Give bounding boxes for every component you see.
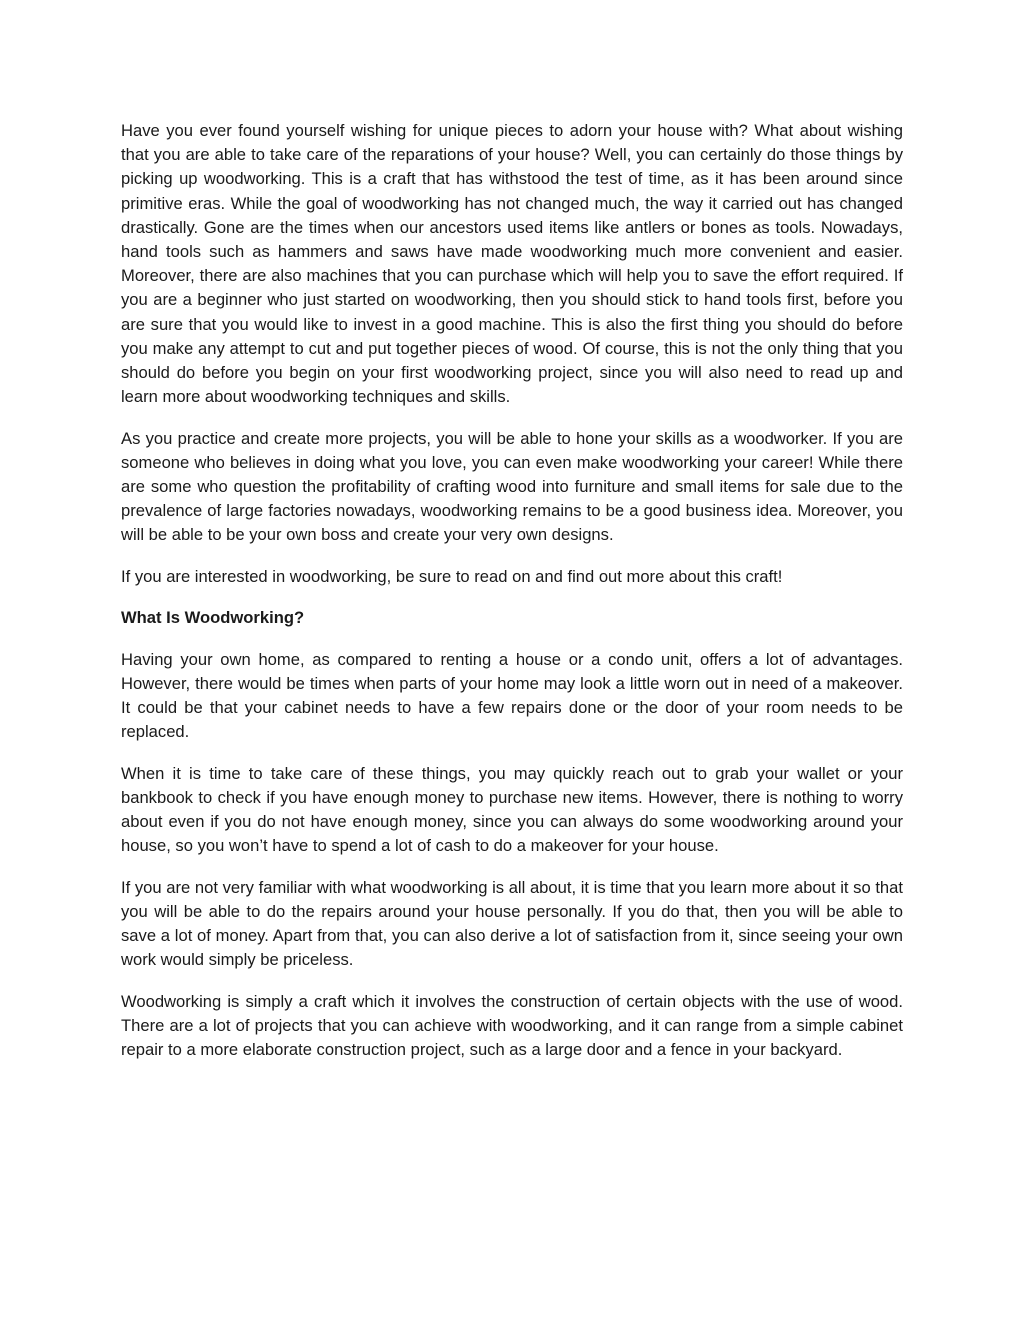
section-heading: What Is Woodworking? [121,608,305,628]
intro-paragraph: As you practice and create more projects, you will be able to hone your skills as a woodworker. If you are someone who believes in doing what you love, you can even make woodworking your career! While there are some who question the profitability of crafting wood into furniture and small items for sale due to the prevalence of large factories nowadays, woodworking remains to be a good business idea. Moreover, you will be able to be your own boss and create your very own designs. [121,428,903,545]
document-page [121,119,903,1079]
section-paragraph: If you are not very familiar with what woodworking is all about, it is time that you learn more about it so that you will be able to do the repairs around your house personally. If you do that, then you will be able to save a lot of money. Apart from that, you can also derive a lot of satisfaction from it, since seeing your own work would simply be priceless. [121,877,903,970]
intro-paragraph: Have you ever found yourself wishing for unique pieces to adorn your house with? What about wishing that you are able to take care of the reparations of your house? Well, you can certainly do those things by picking up woodworking. This is a craft that has withstood the test of time, as it has been around since primitive eras. While the goal of woodworking has not changed much, the way it carried out has changed drastically. Gone are the times when our ancestors used items like antlers or bones as tools. Nowadays, hand tools such as hammers and saws have made woodworking much more convenient and easier. Moreover, there are also machines that you can purchase which will help you to save the effort required. If you are a beginner who just started on woodworking, then you should stick to hand tools first, before you are sure that you would like to invest in a good machine. This is also the first thing you should do before you make any attempt to cut and put together pieces of wood. Of course, this is not the only thing that you should do before you begin on your first woodworking project, since you will also need to read up and learn more about woodworking techniques and skills. [121,121,903,407]
section-paragraph: Having your own home, as compared to renting a house or a condo unit, offers a lot of advantages. However, there would be times when parts of your home may look a little worn out in need of a makeover. It could be that your cabinet needs to have a few repairs done or the door of your room needs to be replaced. [121,649,903,742]
section-paragraph: When it is time to take care of these things, you may quickly reach out to grab your wallet or your bankbook to check if you have enough money to purchase new items. However, there is nothing to worry about even if you do not have enough money, since you can always do some woodworking around your house, so you won’t have to spend a lot of cash to do a makeover for your house. [121,763,903,856]
intro-paragraph: If you are interested in woodworking, be sure to read on and find out more about this craft! [121,566,783,586]
section-paragraph: Woodworking is simply a craft which it involves the construction of certain objects with the use of wood. There are a lot of projects that you can achieve with woodworking, and it can range from a simple cabinet repair to a more elaborate construction project, such as a large door and a fence in your backyard. [121,991,903,1060]
